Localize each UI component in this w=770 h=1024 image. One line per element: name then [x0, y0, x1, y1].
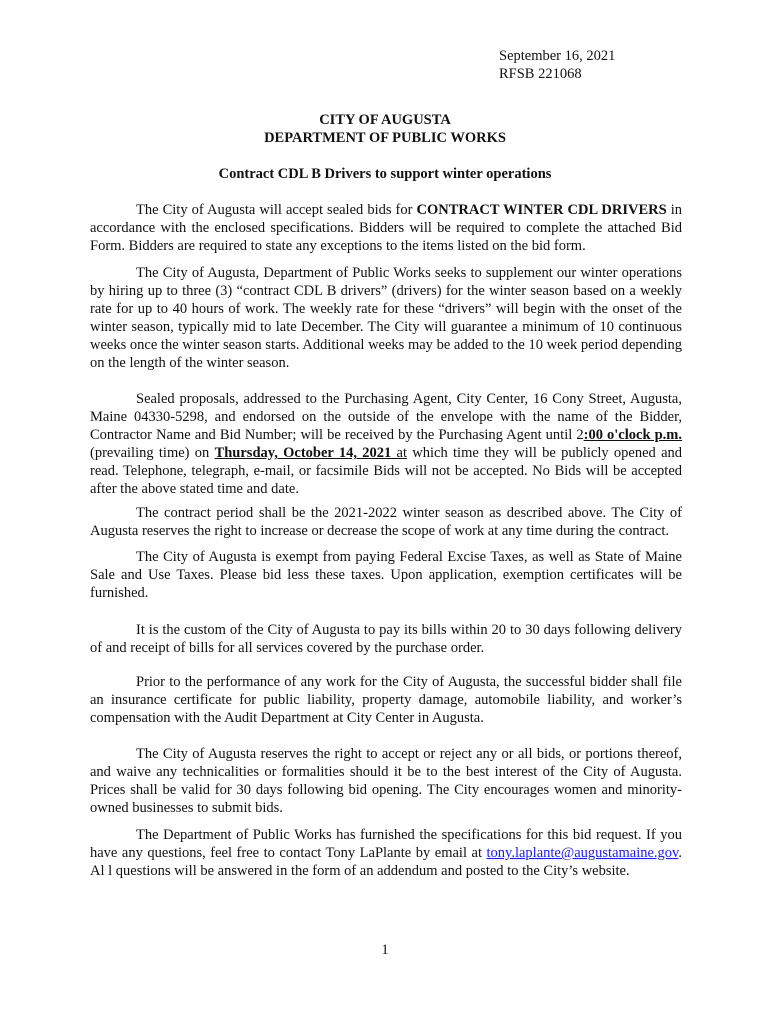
paragraph-payment-terms: It is the custom of the City of Augusta to pay its bills within 20 to 30 days following delivery of and receipt of bills for all services covered by the purchase order.: [90, 622, 682, 656]
paragraph-rights-reserved: The City of Augusta reserves the right to accept or reject any or all bids, or portions thereof, and waive any technicalities or formalities should it be to the best interest of the City of Augusta. Prices shall be valid for 30 days following bid opening. The City encourages women and minority-owned businesses to submit bids.: [90, 746, 682, 816]
paragraph-bid-intro: The City of Augusta will accept sealed bids for CONTRACT WINTER CDL DRIVERS in accordance with the enclosed specifications. Bidders will be required to complete the attached Bid Form. Bidders are required to state any exceptions to the items listed on the bid form.: [90, 202, 683, 254]
paragraph-tax-exemption: The City of Augusta is exempt from paying Federal Excise Taxes, as well as State of Maine Sale and Use Taxes. Please bid less these taxes. Upon application, exemption certificates will be furnished.: [90, 549, 682, 601]
paragraph-submission: Sealed proposals, addressed to the Purchasing Agent, City Center, 16 Cony Street, Augusta, Maine 04330-5298, and endorsed on the outside of the envelope with the name of the Bidder, Contractor Name and Bid Number; will be received by the Purchasing Agent until 2:00 o'clock p.m. (prevailing time) on Thursday, October 14, 2021 at which time they will be publicly opened and read. Telephone, telegraph, e-mail, or facsimile Bids will not be accepted. No Bids will be accepted after the above stated time and date.: [90, 391, 683, 497]
paragraph-insurance: Prior to the performance of any work for the City of Augusta, the successful bidder shall file an insurance certificate for public liability, property damage, automobile liability, and worker’s compensation with the Audit Department at City Center in Augusta.: [90, 674, 682, 726]
paragraph-contact: The Department of Public Works has furnished the specifications for this bid request. If you have any questions, feel free to contact Tony LaPlante by email at tony.laplante@augustamaine.gov. Al l questions will be answered in the form of an addendum and posted to the City’s website.: [90, 827, 682, 879]
department-name: DEPARTMENT OF PUBLIC WORKS: [264, 130, 506, 146]
document-date: September 16, 2021: [499, 48, 616, 64]
organization-heading: [0, 111, 770, 147]
paragraph-scope: The City of Augusta, Department of Public Works seeks to supplement our winter operations by hiring up to three (3) “contract CDL B drivers” (drivers) for the winter season based on a weekly rate for up to 40 hours of work. The weekly rate for these “drivers” will begin with the onset of the winter season, typically mid to late December. The City will guarantee a minimum of 10 continuous weeks once the winter season starts. Additional weeks may be added to the 10 week period depending on the length of the winter season.: [90, 265, 682, 371]
paragraph-contract-period: The contract period shall be the 2021-2022 winter season as described above. The City of Augusta reserves the right to increase or decrease the scope of work at any time during the contract.: [90, 505, 682, 539]
page-number: 1: [381, 942, 389, 958]
bid-title-emphasis: CONTRACT WINTER CDL DRIVERS: [416, 202, 667, 218]
document-subtitle: Contract CDL B Drivers to support winter operations: [218, 166, 552, 182]
contact-email-link[interactable]: tony.laplante@augustamaine.gov: [486, 845, 679, 861]
deadline-date: Thursday, October 14, 2021: [214, 445, 397, 461]
deadline-time: :00 o'clock p.m.: [583, 427, 682, 443]
header-block: [499, 47, 615, 83]
city-name: CITY OF AUGUSTA: [319, 112, 451, 128]
reference-number: RFSB 221068: [499, 66, 582, 82]
